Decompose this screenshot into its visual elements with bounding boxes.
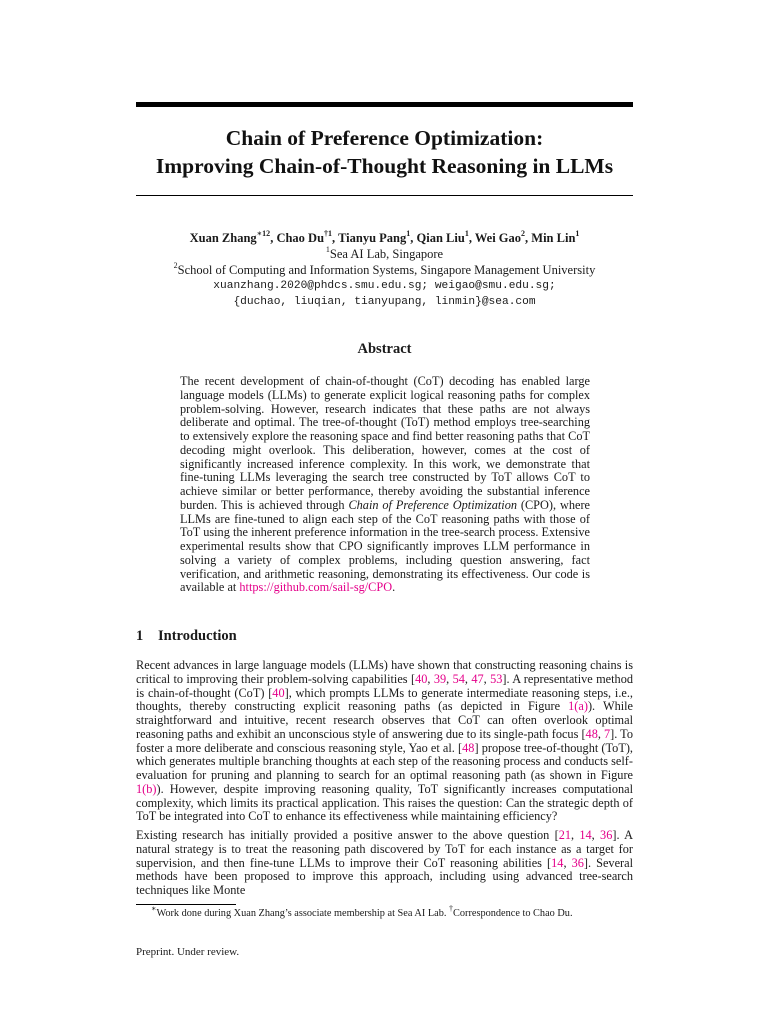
author-sup: 1 bbox=[575, 228, 580, 238]
text-run: ], which prompts LLMs to generate intermediate reasoning steps, i.e., thoughts, thereby constructing explicit reasoning paths (as depicted in Figure bbox=[136, 685, 633, 714]
author-name: Chao Du bbox=[276, 231, 325, 245]
footnote-text-2: Correspondence to Chao Du. bbox=[453, 908, 573, 919]
abstract-text-b: (CPO), where LLMs are fine-tuned to align each step of the CoT reasoning paths with those of ToT using the inherent preference information in the tree-search process. Extensive experimental results show that CPO significantly improves LLM performance in solving a variety of complex problems, including question answering, fact verification, and arithmetic reasoning, demonstrating its effectiveness. Our code is available at bbox=[180, 497, 590, 595]
citation-link[interactable]: 48 bbox=[462, 740, 475, 755]
section-number: 1 bbox=[136, 628, 144, 644]
author-name: Wei Gao bbox=[474, 231, 522, 245]
text-run: Recent advances in large language models (LLMs) have shown that constructing reasoning chains is critical to improving their problem-solving capabilities [ bbox=[136, 658, 633, 686]
text-run: ] propose tree-of-thought (ToT), which generates multiple branching thoughts at each step of the reasoning process and conducts self-evaluation for pruning and planning to search for an optimal reasoning path (as shown in Figure bbox=[136, 740, 634, 782]
text-run: ]. A representative method is chain-of-thought (CoT) [ bbox=[136, 671, 634, 700]
citation-link[interactable]: 54 bbox=[452, 671, 465, 686]
author-name: Tianyu Pang bbox=[338, 231, 407, 245]
citation-link[interactable]: 39 bbox=[433, 671, 447, 686]
citation-link[interactable]: 48 bbox=[585, 726, 598, 741]
affil-sup: 1 bbox=[325, 244, 330, 254]
footnote-symbol: ∗ bbox=[151, 903, 157, 913]
citation-link[interactable]: 53 bbox=[490, 671, 503, 686]
preprint-notice: Preprint. Under review. bbox=[136, 946, 240, 958]
paragraph-2: Existing research has initially provided a positive answer to the above question [21, 14, 36]. A natural strategy is to treat the reasoning path discovered by ToT for each instance as a target for supervision, and then fine-tune LLMs to improve their CoT reasoning abilities [14, 36]. Several methods have been proposed to improve this approach, including using advanced tree-search techniques like Monte bbox=[136, 828, 634, 897]
author-names: Xuan Zhang$^{∗12}$, Chao Du$^{\dagger 1}$, Tianyu Pang$^1$, Qian Liu$^1$, Wei Gao$^2$, Min Lin$^1$ bbox=[189, 228, 580, 245]
citation-link[interactable]: 7 bbox=[604, 726, 611, 741]
abstract-end: . bbox=[392, 580, 396, 595]
author-name: Min Lin bbox=[531, 231, 576, 245]
text-run: ]. To foster a more deliberate and conscious reasoning style, Yao et al. [ bbox=[136, 726, 633, 755]
author-sup: †1 bbox=[324, 228, 333, 238]
citation-link[interactable]: 14 bbox=[579, 828, 592, 842]
author-block bbox=[136, 230, 633, 310]
figure-link[interactable]: 1(b) bbox=[136, 781, 157, 796]
footnote-text-1: Work done during Xuan Zhang’s associate membership at Sea AI Lab. bbox=[156, 908, 449, 919]
title-line-2: Improving Chain-of-Thought Reasoning in LLMs bbox=[155, 154, 614, 178]
author-sup: 2 bbox=[521, 228, 526, 238]
text-run: ]. A natural strategy is to treat the reasoning path discovered by ToT for each instance as a target for supervision, and then fine-tune LLMs to improve their CoT reasoning abilities [ bbox=[136, 828, 634, 870]
paragraph-1: Recent advances in large language models (LLMs) have shown that constructing reasoning chains is critical to improving their problem-solving capabilities [40, 39, 54, 47, 53]. A representative method is chain-of-thought (CoT) [40], which prompts LLMs to generate intermediate reasoning steps, i.e., thoughts, thereby constructing explicit reasoning paths (as depicted in Figure 1(a)). While straightforward and intuitive, recent research observes that CoT can often overlook optimal reasoning paths and exhibit an unconscious style of answering due to its single-path focus [48, 7]. To foster a more deliberate and conscious reasoning style, Yao et al. [48] propose tree-of-thought (ToT), which generates multiple branching thoughts at each step of the reasoning process and conducts self-evaluation for pruning and planning to search for an optimal reasoning path (as shown in Figure 1(b)). However, despite improving reasoning quality, ToT significantly increases computational complexity, which limits its practical application. This raises the question: Can the strategic depth of ToT be integrated into CoT to enhance its effectiveness while maintaining efficiency? bbox=[136, 658, 634, 824]
email-line-1: xuanzhang.2020@phdcs.smu.edu.sg; weigao@smu.edu.sg; bbox=[213, 280, 556, 292]
author-name: Qian Liu bbox=[416, 231, 465, 245]
citation-link[interactable]: 47 bbox=[471, 671, 484, 686]
email-line-2: {duchao, liuqian, tianyupang, linmin}@sea.com bbox=[233, 296, 536, 308]
title-bottom-rule bbox=[136, 195, 633, 196]
paper-title bbox=[136, 124, 633, 180]
citation-link[interactable]: 14 bbox=[551, 855, 564, 870]
affiliation-1 bbox=[136, 246, 633, 262]
affil-sup: 2 bbox=[173, 260, 178, 270]
text-run: ). While straightforward and intuitive, recent research observes that CoT can often overlook optimal reasoning paths and exhibit an unconscious style of answering due to its single-path focus [ bbox=[136, 699, 634, 741]
section-heading-introduction bbox=[136, 628, 237, 645]
affiliation-2-text: School of Computing and Information Systems, Singapore Management University bbox=[177, 263, 596, 277]
affiliation-1-text: Sea AI Lab, Singapore bbox=[329, 247, 444, 261]
citation-link[interactable]: 36 bbox=[600, 828, 613, 842]
author-sup: 1 bbox=[406, 228, 411, 238]
author-sup: 1 bbox=[464, 228, 469, 238]
abstract-heading: Abstract bbox=[357, 341, 412, 357]
method-name: Chain of Preference Optimization bbox=[348, 497, 517, 512]
figure-link[interactable]: 1(a) bbox=[568, 699, 588, 714]
title-line-1: Chain of Preference Optimization: bbox=[225, 126, 544, 150]
citation-link[interactable]: 21 bbox=[558, 828, 571, 842]
abstract-body bbox=[180, 375, 590, 595]
text-run: ). However, despite improving reasoning quality, ToT significantly increases computational complexity, which limits its practical application. This raises the question: Can the strategic depth of ToT be integrated into CoT to enhance its effectiveness while maintaining efficiency? bbox=[136, 781, 633, 824]
footnote-symbol: † bbox=[449, 903, 453, 913]
author-sup: ∗12 bbox=[256, 228, 271, 238]
abstract-text-a: The recent development of chain-of-thought (CoT) decoding has enabled large language models (LLMs) to generate explicit logical reasoning paths for complex problem-solving. However, research indicates that these paths are not always deliberate and optimal. The tree-of-thought (ToT) method employs tree-searching to extensively explore the reasoning space and find better reasoning paths that CoT decoding might overlook. This deliberation, however, comes at the cost of significantly increased inference complexity. In this work, we demonstrate that fine-tuning LLMs leveraging the search tree constructed by ToT allows CoT to achieve similar or better performance, thereby avoiding the substantial inference burden. This is achieved through bbox=[180, 374, 590, 512]
title-top-rule bbox=[136, 102, 633, 107]
introduction-body bbox=[136, 659, 633, 903]
citation-link[interactable]: 40 bbox=[272, 685, 285, 700]
text-run: Existing research has initially provided a positive answer to the above question [ bbox=[136, 828, 559, 842]
footnote bbox=[136, 903, 633, 920]
author-name: Xuan Zhang bbox=[189, 231, 257, 245]
text-run: ]. Several methods have been proposed to improve this approach, including using advanced tree-search techniques like Monte bbox=[136, 855, 634, 897]
citation-link[interactable]: 40 bbox=[415, 671, 428, 686]
affiliation-2 bbox=[136, 262, 633, 278]
code-link[interactable]: https://github.com/sail-sg/CPO bbox=[239, 580, 393, 595]
citation-link[interactable]: 36 bbox=[571, 855, 584, 870]
section-title: Introduction bbox=[158, 628, 237, 644]
